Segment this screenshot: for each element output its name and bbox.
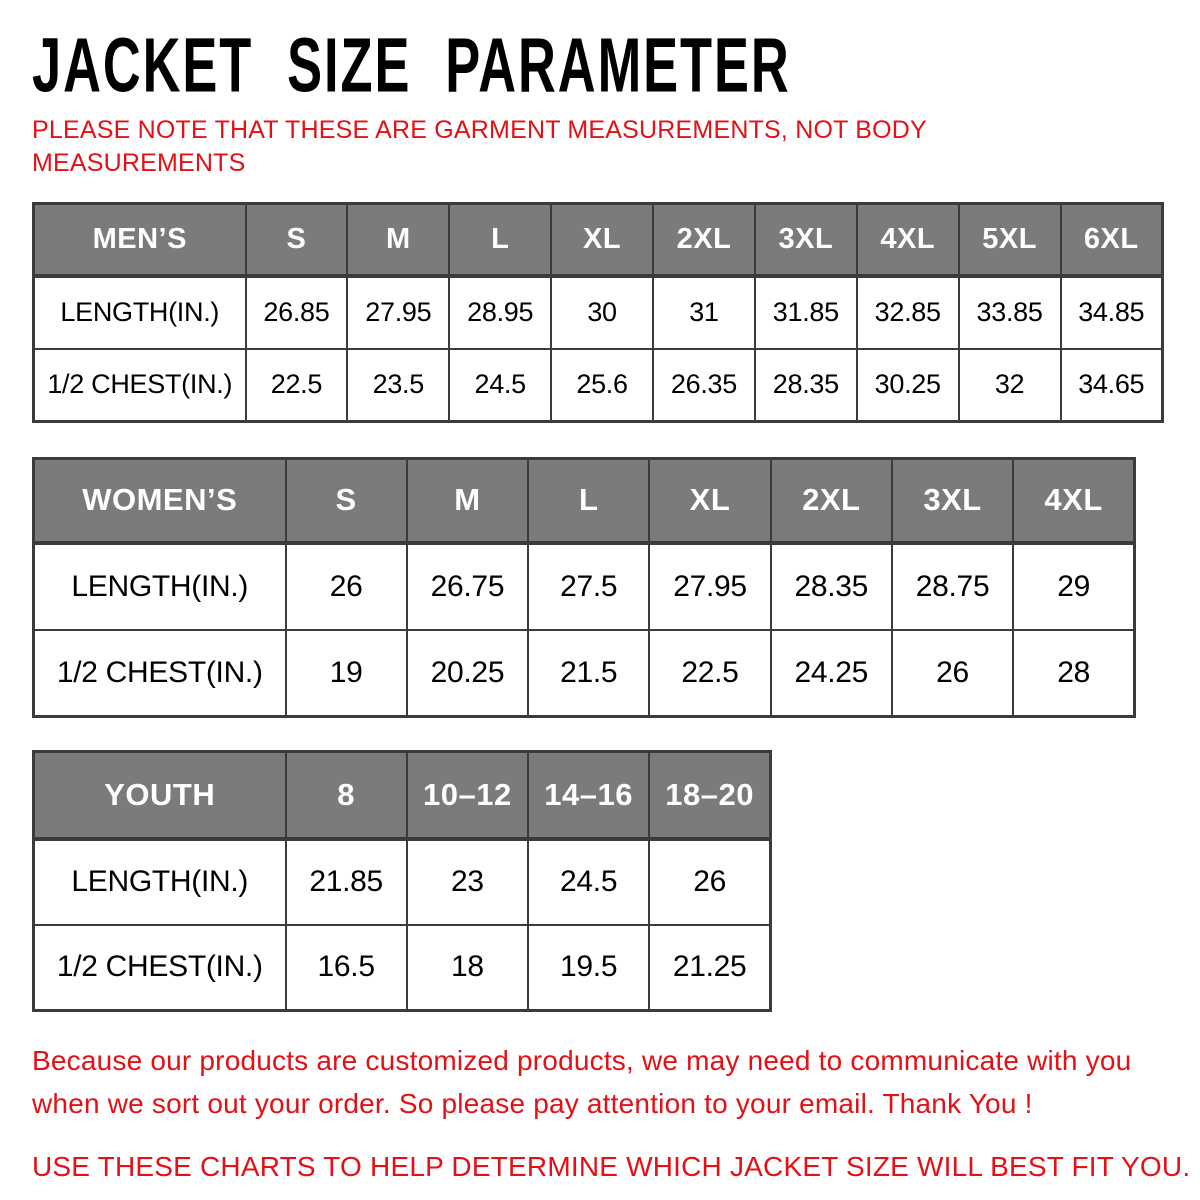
row-label-mens-1: 1/2 CHEST(IN.)	[34, 349, 246, 422]
size-value: 23.5	[347, 349, 449, 422]
size-value: 30	[551, 276, 653, 349]
size-value: 27.95	[347, 276, 449, 349]
size-value: 31	[653, 276, 755, 349]
size-tables-container	[32, 202, 1172, 1012]
column-header-mens-l: L	[449, 204, 551, 276]
size-value: 20.25	[407, 630, 528, 717]
size-value: 28.95	[449, 276, 551, 349]
size-value: 26	[892, 630, 1013, 717]
column-header-youth-1012: 10–12	[407, 752, 528, 839]
row-label-womens-0: LENGTH(IN.)	[34, 543, 286, 630]
size-value: 26	[649, 839, 770, 925]
size-value: 23	[407, 839, 528, 925]
size-value: 33.85	[959, 276, 1061, 349]
size-value: 22.5	[649, 630, 770, 717]
table-title-womens: WOMEN’S	[34, 459, 286, 543]
column-header-mens-6xl: 6XL	[1061, 204, 1163, 276]
size-value: 32	[959, 349, 1061, 422]
size-value: 31.85	[755, 276, 857, 349]
table-row	[34, 630, 1135, 717]
size-table-womens	[32, 457, 1136, 718]
size-value: 21.85	[286, 839, 407, 925]
size-value: 28.35	[755, 349, 857, 422]
row-label-mens-0: LENGTH(IN.)	[34, 276, 246, 349]
size-value: 24.5	[449, 349, 551, 422]
title-wrap	[32, 22, 1172, 109]
size-value: 34.65	[1061, 349, 1163, 422]
column-header-mens-m: M	[347, 204, 449, 276]
size-value: 19	[286, 630, 407, 717]
column-header-youth-1416: 14–16	[528, 752, 649, 839]
garment-measurement-note: PLEASE NOTE THAT THESE ARE GARMENT MEASUREMENTS, NOT BODY MEASUREMENTS	[32, 116, 927, 177]
column-header-womens-2xl: 2XL	[771, 459, 892, 543]
header-row-womens	[34, 459, 1135, 543]
column-header-womens-4xl: 4XL	[1013, 459, 1134, 543]
size-value: 26.75	[407, 543, 528, 630]
size-value: 24.25	[771, 630, 892, 717]
size-value: 24.5	[528, 839, 649, 925]
size-value: 26.35	[653, 349, 755, 422]
size-value: 27.5	[528, 543, 649, 630]
size-value: 21.5	[528, 630, 649, 717]
row-label-womens-1: 1/2 CHEST(IN.)	[34, 630, 286, 717]
table-title-youth: YOUTH	[34, 752, 286, 839]
column-header-mens-xl: XL	[551, 204, 653, 276]
column-header-womens-s: S	[286, 459, 407, 543]
column-header-mens-2xl: 2XL	[653, 204, 755, 276]
column-header-mens-s: S	[246, 204, 348, 276]
size-table-youth	[32, 750, 772, 1012]
page-title: JACKET SIZE PARAMETER	[32, 23, 791, 109]
table-row	[34, 839, 771, 925]
column-header-womens-xl: XL	[649, 459, 770, 543]
size-value: 18	[407, 925, 528, 1011]
row-label-youth-0: LENGTH(IN.)	[34, 839, 286, 925]
size-value: 28	[1013, 630, 1134, 717]
size-value: 28.35	[771, 543, 892, 630]
column-header-womens-l: L	[528, 459, 649, 543]
header-row-youth	[34, 752, 771, 839]
column-header-mens-4xl: 4XL	[857, 204, 959, 276]
size-value: 27.95	[649, 543, 770, 630]
footer-customization-note: Because our products are customized products, we may need to communicate with you when we sort out your order. So please pay attention to your email. Thank You !	[32, 1045, 1132, 1119]
table-row	[34, 276, 1163, 349]
size-value: 22.5	[246, 349, 348, 422]
table-title-mens: MEN’S	[34, 204, 246, 276]
table-row	[34, 349, 1163, 422]
table-row	[34, 543, 1135, 630]
column-header-youth-1820: 18–20	[649, 752, 770, 839]
size-value: 26.85	[246, 276, 348, 349]
footer-usage-note: USE THESE CHARTS TO HELP DETERMINE WHICH JACKET SIZE WILL BEST FIT YOU.	[32, 1151, 1191, 1183]
column-header-mens-5xl: 5XL	[959, 204, 1061, 276]
size-value: 32.85	[857, 276, 959, 349]
size-value: 26	[286, 543, 407, 630]
size-value: 16.5	[286, 925, 407, 1011]
column-header-womens-m: M	[407, 459, 528, 543]
column-header-womens-3xl: 3XL	[892, 459, 1013, 543]
size-value: 19.5	[528, 925, 649, 1011]
column-header-mens-3xl: 3XL	[755, 204, 857, 276]
column-header-youth-8: 8	[286, 752, 407, 839]
size-value: 25.6	[551, 349, 653, 422]
table-row	[34, 925, 771, 1011]
size-table-mens	[32, 202, 1164, 423]
size-value: 29	[1013, 543, 1134, 630]
size-value: 34.85	[1061, 276, 1163, 349]
size-value: 21.25	[649, 925, 770, 1011]
row-label-youth-1: 1/2 CHEST(IN.)	[34, 925, 286, 1011]
size-value: 30.25	[857, 349, 959, 422]
header-row-mens	[34, 204, 1163, 276]
size-value: 28.75	[892, 543, 1013, 630]
